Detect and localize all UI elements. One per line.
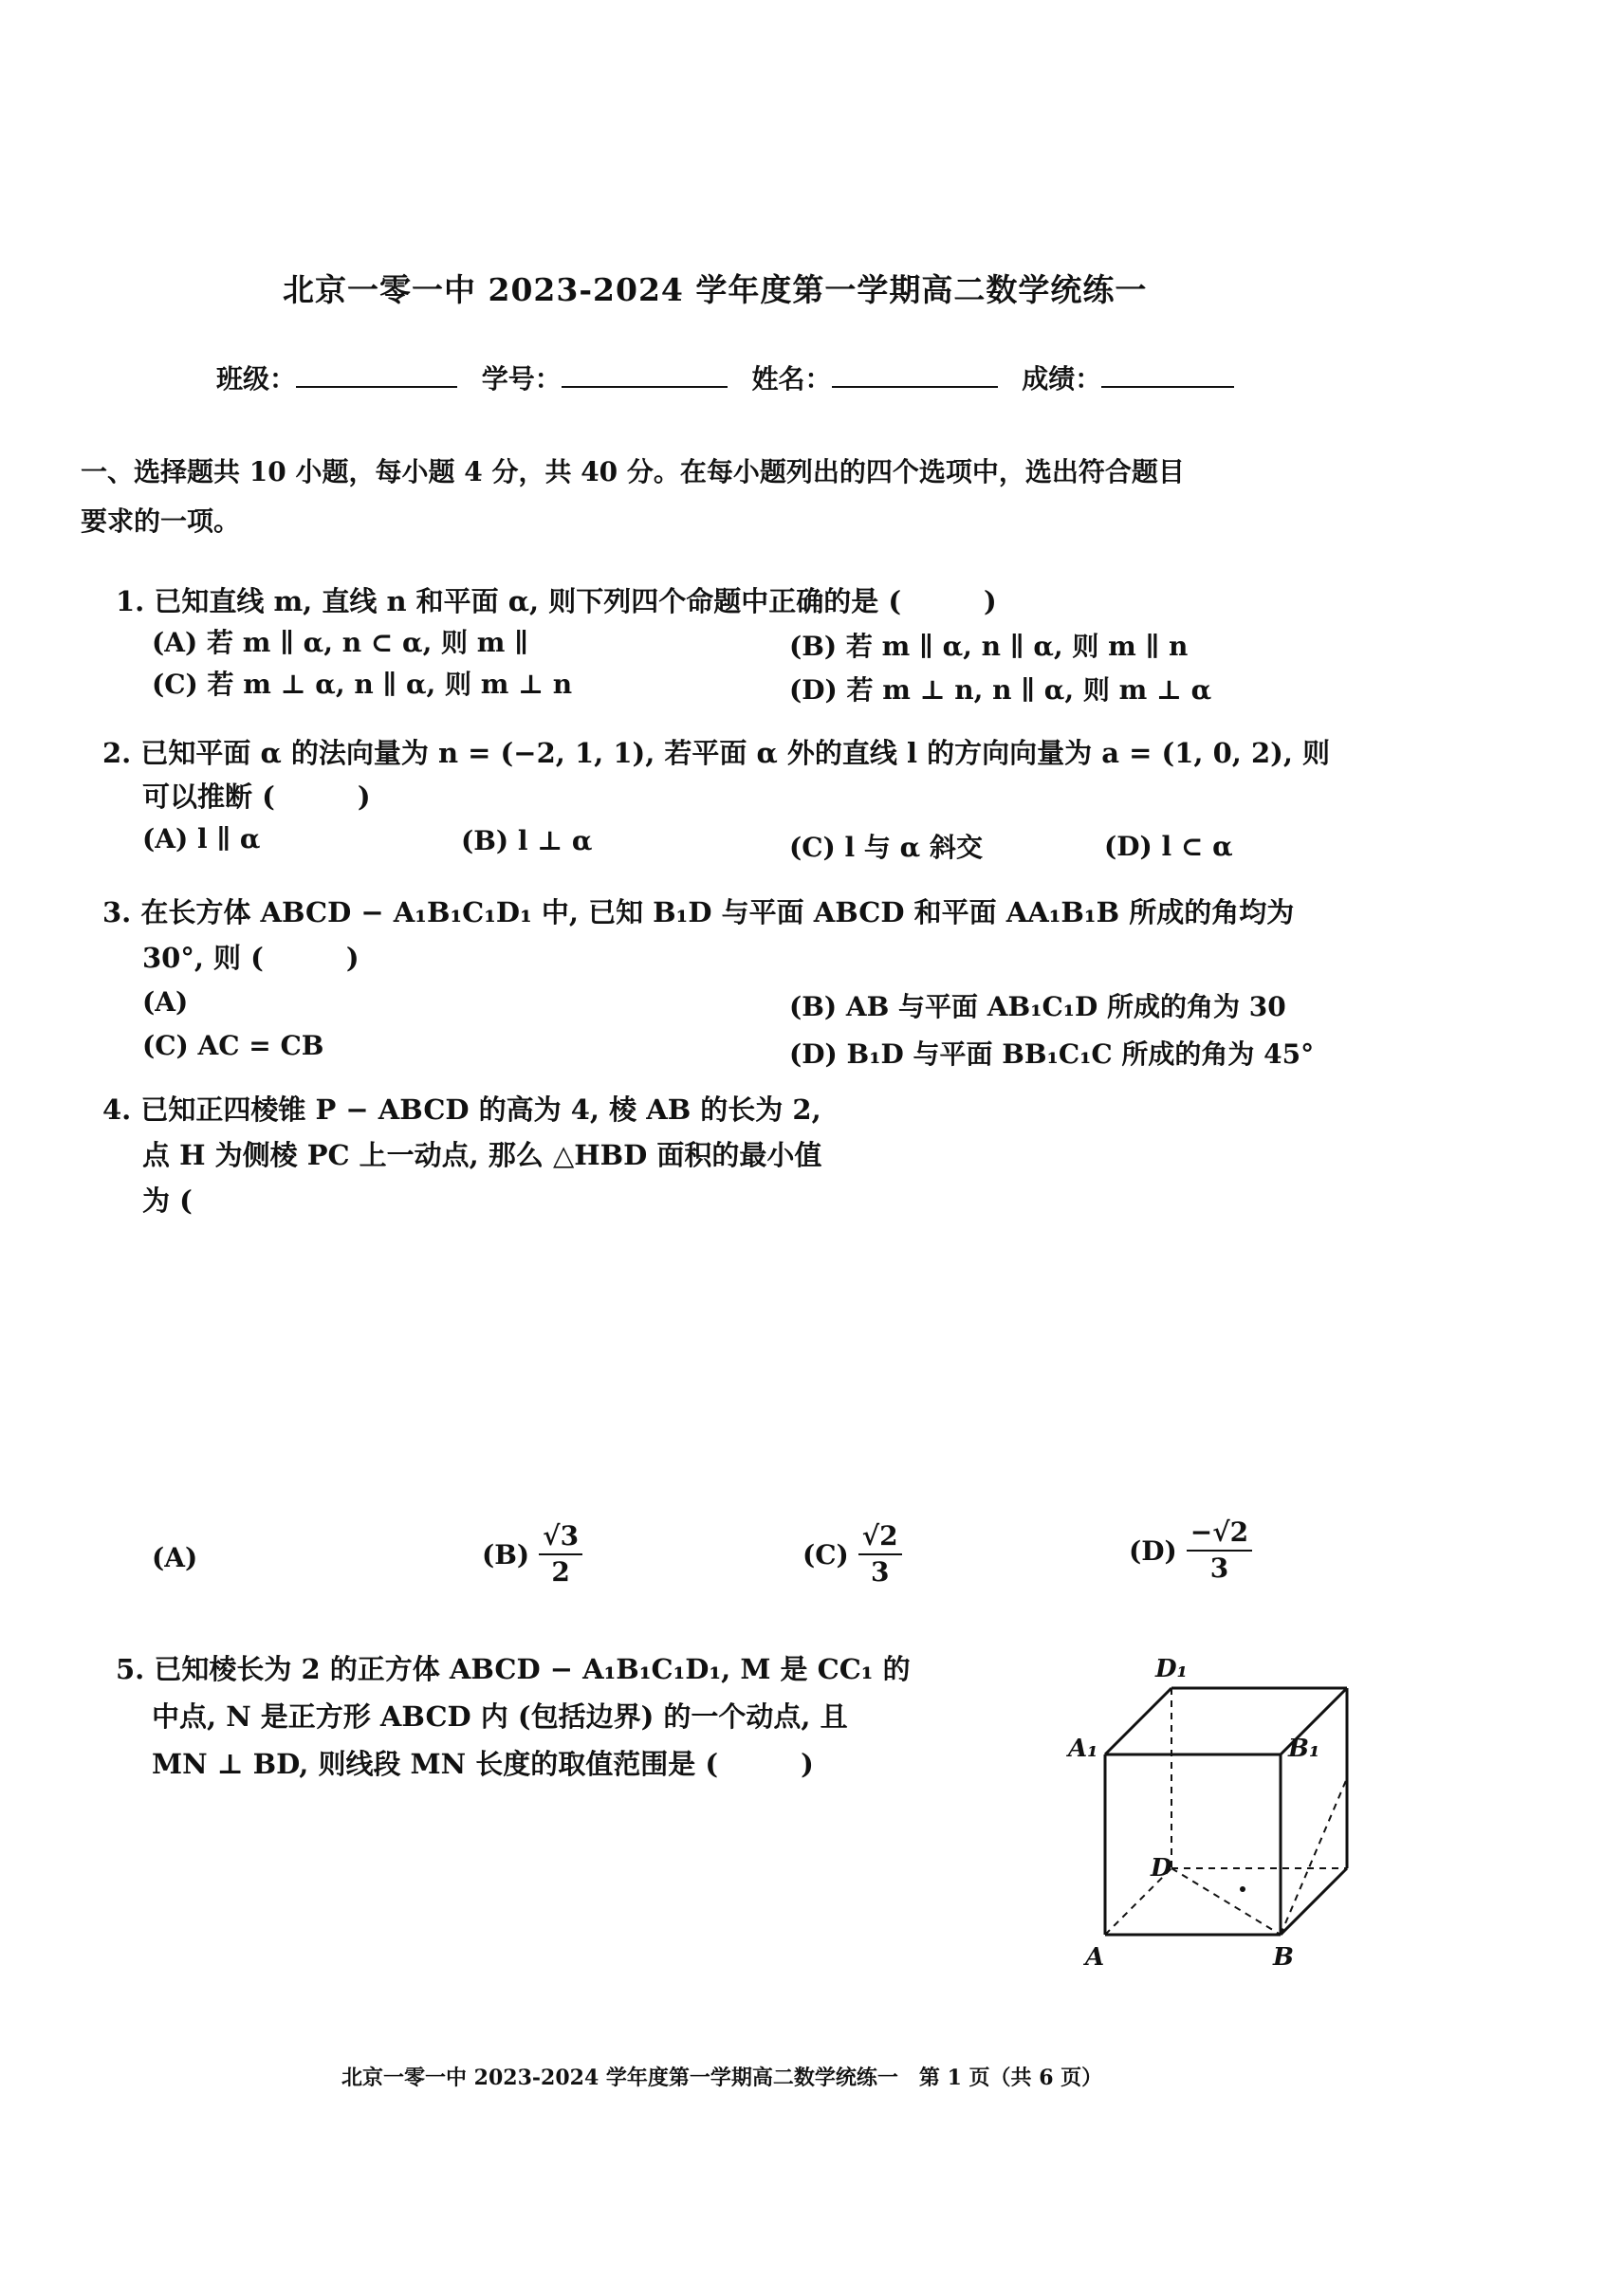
q4-option-c-fraction <box>858 1520 902 1588</box>
q2-option-d: (D) l ⊂ α <box>1104 831 1233 862</box>
q5-stem-line2: 中点, N 是正方形 ABCD 内 (包括边界) 的一个动点, 且 <box>152 1700 848 1733</box>
name-blank <box>832 361 998 388</box>
section-heading-line1: 一、选择题共 10 小题，每小题 4 分，共 40 分。在每小题列出的四个选项中，选出符合题目 <box>81 456 1185 487</box>
name-label: 姓名： <box>751 363 832 395</box>
q3-option-c: (C) AC = CB <box>142 1030 324 1061</box>
id-label: 学号： <box>481 363 562 395</box>
q1-option-a: (A) 若 m ∥ α, n ⊂ α, 则 m ∥ <box>152 627 529 658</box>
q4-option-b <box>482 1520 582 1588</box>
segment-b-m-hidden <box>1281 1778 1347 1935</box>
point-n <box>1240 1886 1245 1892</box>
q4-option-b-fraction <box>539 1520 582 1588</box>
q2-option-c: (C) l 与 α 斜交 <box>789 832 983 863</box>
q2-stem-line2: 可以推断 ( ) <box>142 781 371 813</box>
q3-stem-line1: 3. 在长方体 ABCD − A₁B₁C₁D₁ 中, 已知 B₁D 与平面 ABCD 和平面 AA₁B₁B 所成的角均为 <box>102 896 1295 928</box>
id-blank <box>562 361 728 388</box>
q4-option-a: (A) <box>152 1542 198 1573</box>
cube-figure <box>1053 1650 1375 1973</box>
q4-stem-line3: 为 ( <box>142 1185 193 1217</box>
q4-option-d-denominator: 3 <box>1209 1552 1229 1584</box>
q2-option-a: (A) l ∥ α <box>142 823 261 854</box>
q2-stem-line1: 2. 已知平面 α 的法向量为 n = (−2, 1, 1), 若平面 α 外的直线 l 的方向向量为 a = (1, 0, 2), 则 <box>102 737 1331 769</box>
q2-option-b: (B) l ⊥ α <box>461 825 593 856</box>
label-a: A <box>1085 1943 1105 1972</box>
edge-a1-d1 <box>1105 1688 1171 1754</box>
page-footer: 北京一零一中 2023-2024 学年度第一学期高二数学统练一 第 1 页（共 6 页） <box>341 2066 1103 2090</box>
label-b: B <box>1273 1943 1294 1972</box>
q4-option-c-label: (C) <box>802 1538 849 1570</box>
q4-option-d-fraction <box>1187 1516 1252 1584</box>
edge-b-c <box>1281 1868 1347 1935</box>
q4-option-b-denominator: 2 <box>551 1556 570 1588</box>
q4-option-b-numerator: √3 <box>539 1523 582 1555</box>
label-b1: B₁ <box>1288 1735 1320 1763</box>
q4-stem-line2: 点 H 为侧棱 PC 上一动点, 那么 △HBD 面积的最小值 <box>142 1139 822 1171</box>
q4-option-c <box>802 1520 902 1588</box>
q4-option-b-label: (B) <box>482 1538 530 1570</box>
label-a1: A₁ <box>1068 1735 1098 1763</box>
label-d: D <box>1151 1854 1172 1883</box>
score-blank <box>1101 361 1234 388</box>
q3-stem-line2: 30°, 则 ( ) <box>142 942 360 974</box>
diagonal-d-b-hidden <box>1171 1868 1281 1935</box>
q4-option-c-numerator: √2 <box>858 1523 902 1555</box>
q3-option-a: (A) <box>142 986 189 1018</box>
q4-option-d-label: (D) <box>1129 1534 1177 1567</box>
q5-stem-line1: 5. 已知棱长为 2 的正方体 ABCD − A₁B₁C₁D₁, M 是 CC₁ 的 <box>116 1653 911 1685</box>
q1-stem: 1. 已知直线 m, 直线 n 和平面 α, 则下列四个命题中正确的是 ( ) <box>116 585 997 617</box>
class-blank <box>296 361 457 388</box>
q4-option-d <box>1129 1516 1252 1584</box>
q4-option-d-numerator: −√2 <box>1187 1519 1252 1552</box>
q1-option-d: (D) 若 m ⊥ n, n ∥ α, 则 m ⊥ α <box>789 674 1212 706</box>
q1-option-b: (B) 若 m ∥ α, n ∥ α, 则 m ∥ n <box>789 631 1189 662</box>
student-info-row <box>216 358 1234 396</box>
q3-option-d: (D) B₁D 与平面 BB₁C₁C 所成的角为 45° <box>789 1038 1315 1070</box>
class-label: 班级： <box>216 363 297 395</box>
q5-stem-line3: MN ⊥ BD, 则线段 MN 长度的取值范围是 ( ) <box>152 1748 814 1780</box>
label-d1: D₁ <box>1155 1655 1188 1683</box>
score-label: 成绩： <box>1022 363 1102 395</box>
q3-option-b: (B) AB 与平面 AB₁C₁D 所成的角为 30 <box>789 991 1286 1022</box>
section-heading-line2: 要求的一项。 <box>81 505 241 537</box>
q4-stem-line1: 4. 已知正四棱锥 P − ABCD 的高为 4, 棱 AB 的长为 2, <box>102 1093 821 1126</box>
q1-option-c: (C) 若 m ⊥ α, n ∥ α, 则 m ⊥ n <box>152 669 573 700</box>
page-title: 北京一零一中 2023-2024 学年度第一学期高二数学统练一 <box>283 271 1148 308</box>
q4-option-c-denominator: 3 <box>870 1556 890 1588</box>
